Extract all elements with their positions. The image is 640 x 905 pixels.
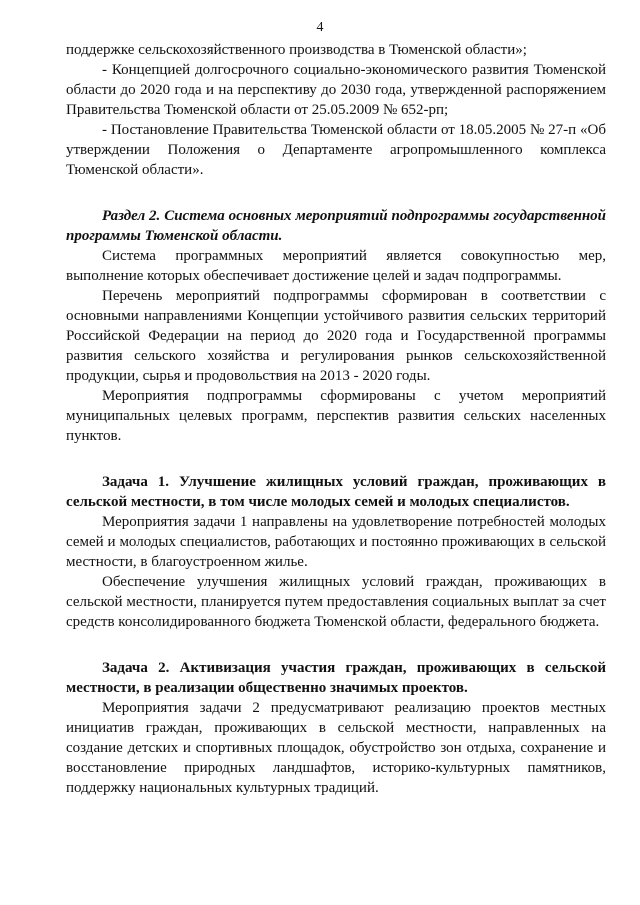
paragraph-task-2-measures: Мероприятия задачи 2 предусматривают реализацию проектов местных инициатив граждан, проживающих в сельской местности, направленных на создание детских и спортивных площадок, обустройство зон отдыха, сохранение и восстановление природных ландшафтов, историко-культурных памятников, поддержку национальных культурных традиций. bbox=[66, 700, 606, 796]
page-number: 4 bbox=[316, 20, 324, 35]
section-2-title: Раздел 2. Система основных мероприятий подпрограммы государственной программы Тюменской области. bbox=[66, 208, 606, 244]
paragraph-task-1-measures: Мероприятия задачи 1 направлены на удовлетворение потребностей молодых семей и молодых специалистов, работающих и постоянно проживающих в сельской местности, в благоустроенном жилье. bbox=[66, 514, 606, 570]
paragraph-intro-tail: поддержке сельскохозяйственного производства в Тюменской области»; bbox=[66, 42, 527, 58]
paragraph-system: Система программных мероприятий является совокупностью мер, выполнение которых обеспечивает достижение целей и задач подпрограммы. bbox=[66, 248, 606, 284]
paragraph-concept: - Концепцией долгосрочного социально-экономического развития Тюменской области до 2020 года и на перспективу до 2030 года, утвержденной распоряжением Правительства Тюменской области от 25.05.2009 № 652-рп; bbox=[66, 62, 606, 118]
paragraph-task-1-funding: Обеспечение улучшения жилищных условий граждан, проживающих в сельской местности, планируется путем предоставления социальных выплат за счет средств консолидированного бюджета Тюменской области, федерального бюджета. bbox=[66, 574, 606, 630]
paragraph-measures-formed: Мероприятия подпрограммы сформированы с учетом мероприятий муниципальных целевых программ, перспектив развития сельских населенных пунктов. bbox=[66, 388, 606, 444]
task-2-title: Задача 2. Активизация участия граждан, проживающих в сельской местности, в реализации общественно значимых проектов. bbox=[66, 660, 606, 696]
paragraph-resolution: - Постановление Правительства Тюменской области от 18.05.2005 № 27-п «Об утверждении Положения о Департаменте агропромышленного комплекса Тюменской области». bbox=[66, 122, 606, 178]
task-1-title: Задача 1. Улучшение жилищных условий граждан, проживающих в сельской местности, в том числе молодых семей и молодых специалистов. bbox=[66, 474, 606, 510]
document-body bbox=[66, 40, 606, 798]
paragraph-measures-list: Перечень мероприятий подпрограммы сформирован в соответствии с основными направлениями Концепции устойчивого развития сельских территорий Российской Федерации на период до 2020 года и Государственной программы развития сельского хозяйства и регулирования рынков сельскохозяйственной продукции, сырья и продовольствия на 2013 - 2020 годы. bbox=[66, 288, 606, 384]
